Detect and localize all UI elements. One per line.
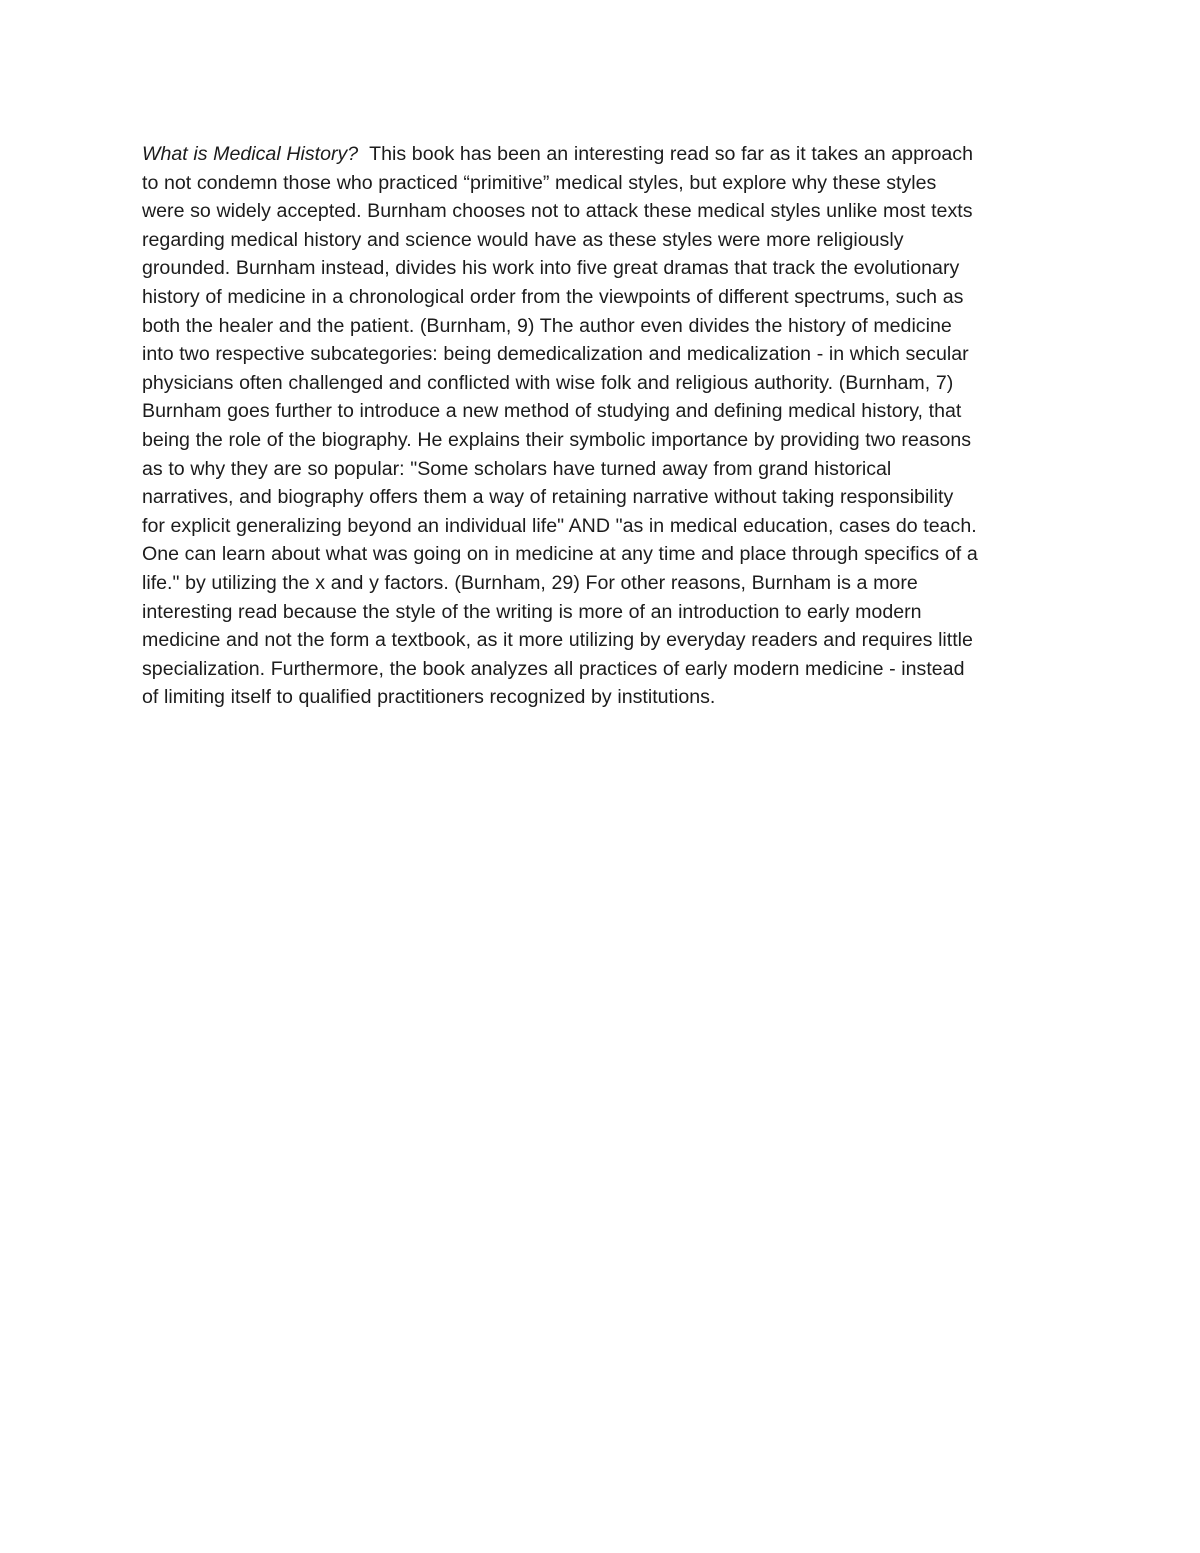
paragraph-line-20: of limiting itself to qualified practitioners recognized by institutions. (142, 686, 716, 709)
body-paragraph (142, 140, 1060, 712)
heading-italic: What is Medical History? (142, 143, 359, 165)
paragraph-line-17: interesting read because the style of the writing is more of an introduction to early modern (142, 600, 922, 623)
paragraph-line-9: physicians often challenged and conflicted with wise folk and religious authority. (Burnham, 7) (142, 371, 954, 394)
paragraph-line-5: grounded. Burnham instead, divides his work into five great dramas that track the evolutionary (142, 257, 960, 280)
paragraph-line-10: Burnham goes further to introduce a new method of studying and defining medical history, that (142, 400, 962, 423)
paragraph-line-3: were so widely accepted. Burnham chooses not to attack these medical styles unlike most texts (142, 200, 973, 223)
paragraph-line-18: medicine and not the form a textbook, as it more utilizing by everyday readers and requires little (142, 629, 973, 652)
paragraph-line-15: One can learn about what was going on in medicine at any time and place through specifics of a (142, 543, 978, 566)
paragraph-line-12: as to why they are so popular: "Some scholars have turned away from grand historical (142, 457, 892, 480)
paragraph-line-19: specialization. Furthermore, the book analyzes all practices of early modern medicine - instead (142, 657, 965, 680)
paragraph-line-7: both the healer and the patient. (Burnham, 9) The author even divides the history of medicine (142, 314, 952, 337)
paragraph-line-14: for explicit generalizing beyond an individual life" AND "as in medical education, cases do teach. (142, 514, 977, 537)
paragraph-line-8: into two respective subcategories: being demedicalization and medicalization - in which secular (142, 343, 969, 366)
paragraph-line-16: life." by utilizing the x and y factors. (Burnham, 29) For other reasons, Burnham is a more (142, 571, 918, 594)
paragraph-line-1 (142, 140, 1060, 169)
line-text: This book has been an interesting read so far as it takes an approach (369, 143, 973, 165)
paragraph-line-4: regarding medical history and science would have as these styles were more religiously (142, 228, 904, 251)
paragraph-line-6: history of medicine in a chronological order from the viewpoints of different spectrums, such as (142, 285, 964, 308)
paragraph-line-13: narratives, and biography offers them a way of retaining narrative without taking responsibility (142, 486, 954, 509)
paragraph-line-2: to not condemn those who practiced “primitive” medical styles, but explore why these styles (142, 171, 937, 194)
paragraph-line-11: being the role of the biography. He explains their symbolic importance by providing two reasons (142, 428, 972, 451)
